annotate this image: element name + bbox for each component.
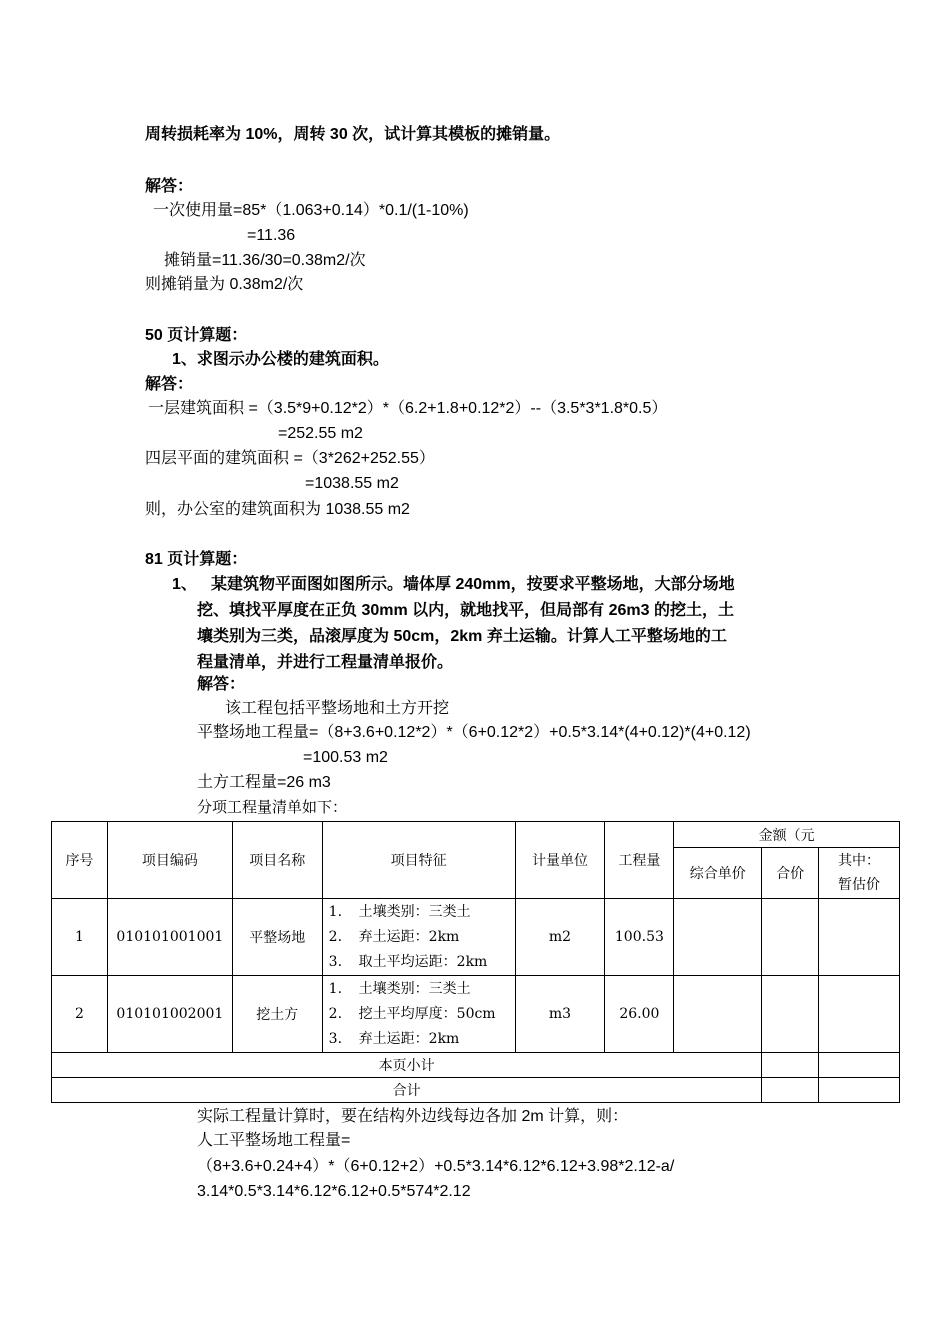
question-number: 1、: [172, 576, 197, 593]
header-provisional: [819, 848, 900, 899]
calc-line: 人工平整场地工程量=: [197, 1132, 351, 1149]
feature-number: 3.: [328, 1030, 343, 1047]
calc-line: 一次使用量=85*（1.063+0.14）*0.1/(1-10%): [153, 202, 469, 219]
cell-total: [762, 899, 819, 976]
feature-text: 弃土运距：2km: [358, 1030, 460, 1047]
calc-line: =11.36: [247, 227, 296, 244]
subtotal-row: [52, 1053, 900, 1078]
feature-number: 1.: [328, 980, 343, 997]
answer-label-1: 解答：: [145, 178, 194, 195]
cell-qty: 100.53: [605, 899, 674, 976]
conclusion-line: 则，办公室的建筑面积为 1038.55 m2: [145, 501, 410, 518]
header-code: 项目编码: [107, 822, 232, 899]
feature-item: [323, 977, 515, 1002]
cell-unit: m3: [515, 976, 605, 1053]
subtotal-label: 本页小计: [52, 1053, 762, 1078]
cell-features: [322, 899, 515, 976]
cell-seq: 1: [52, 899, 108, 976]
feature-number: 3.: [328, 953, 343, 970]
feature-text: 取土平均运距：2km: [358, 953, 488, 970]
calc-line: （8+3.6+0.24+4）*（6+0.12+2）+0.5*3.14*6.12*6.12+3.98*2.12-a/: [197, 1158, 675, 1175]
header-features: 项目特征: [322, 822, 515, 899]
header-unit-price: 综合单价: [674, 848, 762, 899]
cell-unit-price: [674, 899, 762, 976]
feature-text: 土壤类别：三类土: [358, 980, 471, 997]
question-line: 挖、填找平厚度在正负 30mm 以内，就地找平，但局部有 26m3 的挖土，土: [197, 602, 734, 619]
cell-name: 挖土方: [232, 976, 322, 1053]
answer-label-3: 解答：: [197, 676, 246, 693]
table-row: [52, 899, 900, 976]
feature-text: 土壤类别：三类土: [358, 903, 471, 920]
cell-code: 010101001001: [107, 899, 232, 976]
cell-provisional: [819, 899, 900, 976]
calc-line: 3.14*0.5*3.14*6.12*6.12+0.5*574*2.12: [197, 1183, 471, 1200]
feature-text: 挖土平均厚度：50cm: [358, 1005, 496, 1022]
feature-item: [323, 950, 515, 975]
subtotal-total: [762, 1053, 819, 1078]
header-name: 项目名称: [232, 822, 322, 899]
question-paragraph: [197, 572, 809, 676]
header-provisional-line1: 其中：: [838, 853, 881, 869]
feature-number: 1.: [328, 903, 343, 920]
section-heading: 50 页计算题：: [145, 327, 248, 344]
calc-line: 实际工程量计算时，要在结构外边线每边各加 2m 计算，则：: [197, 1108, 629, 1125]
feature-number: 2.: [328, 928, 343, 945]
cell-provisional: [819, 976, 900, 1053]
calc-line: 一层建筑面积 =（3.5*9+0.12*2）*（6.2+1.8+0.12*2）--（3.5*3*1.8*0.5）: [148, 400, 668, 417]
header-amount: 金额（元: [674, 822, 900, 848]
bill-of-quantities-table: [51, 821, 900, 1103]
feature-item: [323, 925, 515, 950]
calc-line: 摊销量=11.36/30=0.38m2/次: [164, 252, 366, 269]
question-line: 壤类别为三类，品滚厚度为 50cm，2km 弃土运输。计算人工平整场地的工: [197, 628, 727, 645]
cell-name: 平整场地: [232, 899, 322, 976]
question-line: 某建筑物平面图如图所示。墙体厚 240mm，按要求平整场地，大部分场地: [211, 576, 735, 593]
calc-line: =1038.55 m2: [305, 475, 399, 492]
calc-line: =252.55 m2: [278, 425, 363, 442]
feature-item: [323, 1027, 515, 1052]
cell-seq: 2: [52, 976, 108, 1053]
feature-number: 2.: [328, 1005, 343, 1022]
feature-text: 弃土运距：2km: [358, 928, 460, 945]
header-provisional-line2: 暂估价: [838, 877, 881, 893]
header-seq: 序号: [52, 822, 108, 899]
calc-line: 四层平面的建筑面积 =（3*262+252.55）: [145, 450, 435, 467]
feature-item: [323, 1002, 515, 1027]
total-total: [762, 1078, 819, 1103]
calc-line: =100.53 m2: [303, 749, 388, 766]
total-provisional: [819, 1078, 900, 1103]
question-line: 程量清单，并进行工程量清单报价。: [197, 654, 454, 671]
cell-features: [322, 976, 515, 1053]
cell-unit: m2: [515, 899, 605, 976]
header-total: 合价: [762, 848, 819, 899]
table-row: [52, 976, 900, 1053]
cell-total: [762, 976, 819, 1053]
header-qty: 工程量: [605, 822, 674, 899]
answer-label-2: 解答：: [145, 376, 194, 393]
cell-code: 010101002001: [107, 976, 232, 1053]
table-caption: 分项工程量清单如下：: [197, 799, 348, 816]
conclusion-line: 则摊销量为 0.38m2/次: [145, 276, 304, 293]
header-unit: 计量单位: [515, 822, 605, 899]
subtotal-provisional: [819, 1053, 900, 1078]
calc-line: 土方工程量=26 m3: [197, 774, 331, 791]
section-heading: 81 页计算题：: [145, 551, 248, 568]
feature-item: [323, 900, 515, 925]
cell-qty: 26.00: [605, 976, 674, 1053]
total-label: 合计: [52, 1078, 762, 1103]
question-line: 1、求图示办公楼的建筑面积。: [172, 351, 389, 368]
total-row: [52, 1078, 900, 1103]
calc-line: 平整场地工程量=（8+3.6+0.12*2）*（6+0.12*2）+0.5*3.14*(4+0.12)*(4+0.12): [197, 724, 751, 741]
calc-line: 该工程包括平整场地和土方开挖: [225, 700, 450, 717]
cell-unit-price: [674, 976, 762, 1053]
intro-line: 周转损耗率为 10%，周转 30 次，试计算其模板的摊销量。: [145, 126, 561, 143]
